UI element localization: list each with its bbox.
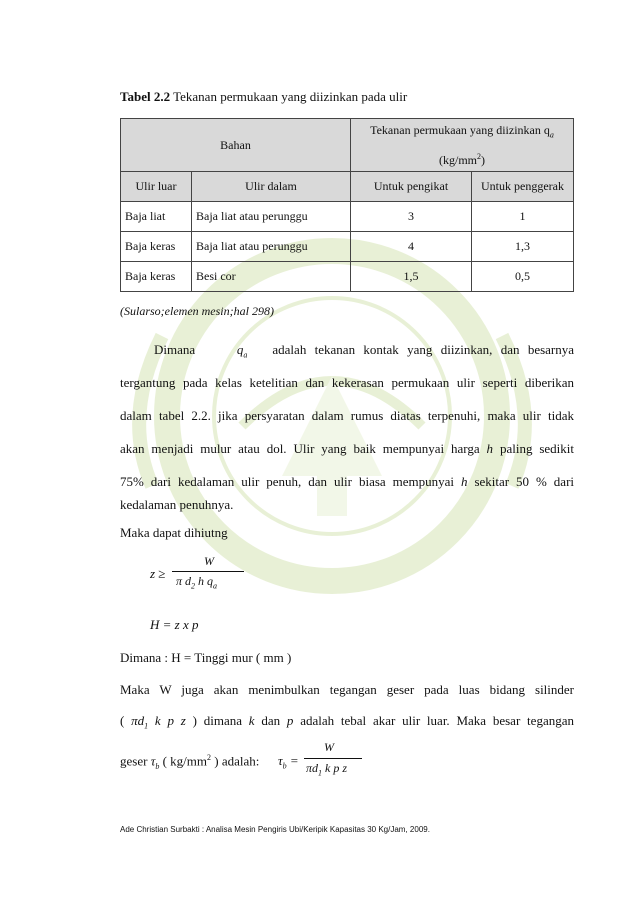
cell-pengikat: 3 [351, 202, 472, 232]
col-pengikat: Untuk pengikat [351, 172, 472, 202]
paragraph-line: ( $\pi d_1$ k p z ) dimana k dan p adalah tebal akar ulir luar. Maka besar tegangan [120, 713, 574, 731]
cell-penggerak: 1,3 [472, 232, 574, 262]
paragraph-line: kedalaman penuhnya. [120, 497, 234, 512]
fraction-bar [304, 758, 362, 759]
geser-label: geser $\tau_b$ ( $kg/mm^2$ ) adalah: [120, 753, 260, 771]
cell-penggerak: 0,5 [472, 262, 574, 292]
fraction-bar [172, 571, 244, 572]
header-bahan: Bahan [121, 119, 351, 172]
table-source: (Sularso;elemen mesin;hal 298) [120, 304, 274, 318]
cell-dalam: Baja liat atau perunggu [192, 202, 351, 232]
cell-dalam: Besi cor [192, 262, 351, 292]
cell-luar: Baja keras [121, 232, 192, 262]
col-ulir-dalam: Ulir dalam [192, 172, 351, 202]
paragraph-line: akan menjadi mulur atau dol. Ulir yang baik mempunyai harga h paling sedikit [120, 441, 575, 456]
paragraph-line: Dimana $q_a$ adalah tekanan kontak yang diizinkan, dan besarnya [154, 342, 575, 360]
formula-H: H = z x p [150, 617, 199, 632]
formula-tau-numerator: W [324, 740, 334, 754]
definition-H: Dimana : H = Tinggi mur ( mm ) [120, 650, 292, 665]
paragraph-line: 75% dari kedalaman ulir penuh, dan ulir biasa mempunyai h sekitar 50 % dari [120, 474, 575, 489]
cell-dalam: Baja liat atau perunggu [192, 232, 351, 262]
formula-intro: Maka dapat dihiutng [120, 525, 228, 540]
table-row [121, 232, 574, 262]
formula-z-numerator: W [204, 554, 214, 568]
pressure-table [120, 118, 574, 292]
formula-z-lhs: z ≥ [150, 566, 166, 581]
formula-z-denominator: π $d_2$ h $q_a$ [176, 574, 218, 591]
table-row [121, 202, 574, 232]
cell-luar: Baja liat [121, 202, 192, 232]
col-ulir-luar: Ulir luar [121, 172, 192, 202]
paragraph-line: dalam tabel 2.2. jika persyaratan dalam rumus diatas terpenuhi, maka ulir tidak [120, 408, 574, 423]
col-penggerak: Untuk penggerak [472, 172, 574, 202]
formula-tau-lhs: $\tau_b$ = [278, 753, 299, 771]
table-caption: Tabel 2.2 Tekanan permukaan yang diizinkan pada ulir [120, 89, 408, 104]
table-row [121, 262, 574, 292]
paragraph-line: tergantung pada kelas ketelitian dan kekerasan permukaan ulir seperti diberikan [120, 375, 574, 390]
cell-pengikat: 1,5 [351, 262, 472, 292]
cell-pengikat: 4 [351, 232, 472, 262]
page-footer: Ade Christian Surbakti : Analisa Mesin Pengiris Ubi/Keripik Kapasitas 30 Kg/Jam, 2009. [120, 825, 430, 834]
formula-tau-denominator: $\pi d_1$ k p z [306, 761, 348, 778]
cell-luar: Baja keras [121, 262, 192, 292]
header-tekanan: Tekanan permukaan yang diizinkan $q_a$ $(kg/mm^2)$ [351, 119, 574, 172]
paragraph-line: Maka W juga akan menimbulkan tegangan geser pada luas bidang silinder [120, 682, 574, 697]
cell-penggerak: 1 [472, 202, 574, 232]
